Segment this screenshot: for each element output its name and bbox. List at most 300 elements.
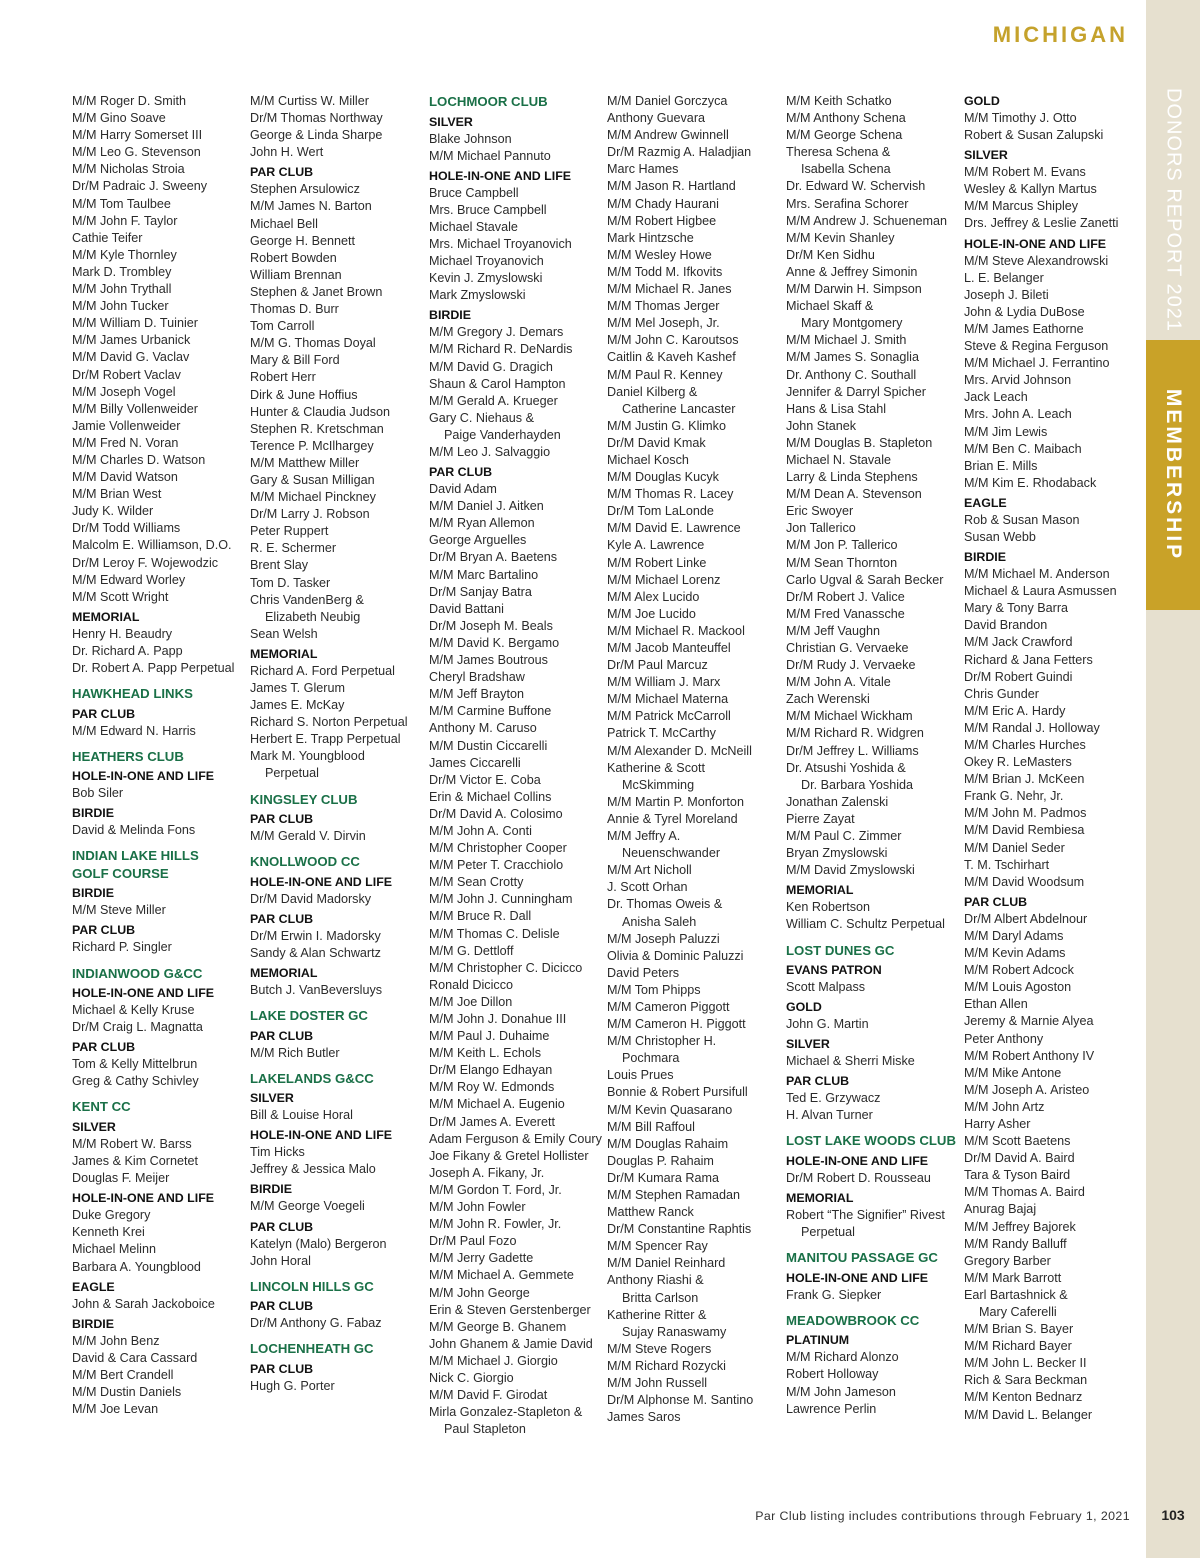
donor-name: Gregory Barber [964, 1253, 1051, 1268]
donor-name: M/M Marcus Shipley [964, 199, 1079, 214]
donor-name: Hunter & Claudia Judson [250, 404, 391, 419]
donor-name: Hans & Lisa Stahl [786, 401, 887, 416]
donor-name: M/M Jim Lewis [964, 424, 1048, 439]
donor-name: Steve & Regina Ferguson [964, 339, 1109, 354]
donor-name: M/M Joe Dillon [429, 994, 513, 1009]
donor-name: M/M Richard Alonzo [786, 1350, 899, 1365]
report-label [1146, 87, 1200, 333]
donor-name: M/M Edward N. Harris [72, 723, 196, 738]
donor-name: M/M William J. Marx [607, 675, 721, 690]
donor-name-continued: Neuenschwander [622, 846, 721, 861]
donor-name: Butch J. VanBeversluys [250, 982, 383, 997]
donor-name: John Ghanem & Jamie David [429, 1336, 593, 1351]
donor-name: Richard S. Norton Perpetual [250, 715, 408, 730]
donor-name: Dr. Edward W. Schervish [786, 179, 926, 194]
level-heading: GOLD [964, 94, 1000, 108]
donor-name: Dr/M Robert J. Valice [786, 589, 905, 604]
donor-name: John Horal [250, 1253, 311, 1268]
donor-name: Malcolm E. Williamson, D.O. [72, 538, 232, 553]
donor-name: Erin & Steven Gerstenberger [429, 1302, 591, 1317]
donor-name: Dr/M David Kmak [607, 435, 706, 450]
donor-name: M/M James Urbanick [72, 333, 191, 348]
donor-name: Anthony Riashi & [607, 1273, 704, 1288]
level-heading: MEMORIAL [72, 609, 140, 624]
donor-name: M/M James S. Sonaglia [786, 350, 919, 365]
level-heading: PAR CLUB [72, 706, 136, 721]
donor-name: Shaun & Carol Hampton [429, 376, 566, 391]
donor-name: Jennifer & Darryl Spicher [786, 384, 926, 399]
donor-name: Katherine & Scott [607, 760, 706, 775]
donor-name: M/M Darwin H. Simpson [786, 282, 922, 297]
donor-name: M/M Curtiss W. Miller [250, 94, 369, 108]
donor-name: M/M Joseph Vogel [72, 384, 176, 399]
level-heading: PAR CLUB [250, 1219, 314, 1234]
section-tab [1146, 340, 1200, 610]
donor-name: Wesley & Kallyn Martus [964, 182, 1097, 197]
donor-name: Tom Carroll [250, 319, 315, 334]
club-heading: KINGSLEY CLUB [250, 791, 358, 807]
donor-name-continued: Dr. Barbara Yoshida [801, 777, 914, 792]
level-heading: HOLE-IN-ONE AND LIFE [72, 986, 215, 1001]
donor-name: M/M Matthew Miller [250, 455, 360, 470]
donor-name: M/M Roger D. Smith [72, 94, 187, 108]
donor-name: Michael Skaff & [786, 299, 874, 314]
donor-name: Dr/M Jeffrey L. Williams [786, 743, 919, 758]
club-heading: LOST DUNES GC [786, 942, 895, 958]
donor-name: Richard & Jana Fetters [964, 652, 1093, 667]
level-heading: PAR CLUB [964, 894, 1028, 909]
donor-name: M/M Christopher H. [607, 1034, 717, 1049]
donor-name: M/M Cameron Piggott [607, 999, 730, 1014]
donor-name: Dr/M Paul Marcuz [607, 658, 708, 673]
club-heading: INDIANWOOD G&CC [72, 965, 203, 981]
donor-name: Mrs. John A. Leach [964, 407, 1072, 422]
report-label-text: DONORS REPORT 2021 [1162, 87, 1185, 333]
donor-name: Michael & Laura Asmussen [964, 584, 1117, 599]
donor-name: Bonnie & Robert Pursifull [607, 1085, 748, 1100]
donor-name: Gary & Susan Milligan [250, 472, 375, 487]
donor-name: Ted E. Grzywacz [786, 1091, 881, 1106]
donor-name: T. M. Tschirhart [964, 857, 1050, 872]
donor-name: M/M Richard R. DeNardis [429, 342, 573, 357]
donor-name: Dr/M Elango Edhayan [429, 1063, 553, 1078]
donor-name: M/M Charles D. Watson [72, 452, 206, 467]
level-heading: HOLE-IN-ONE AND LIFE [786, 1270, 929, 1285]
donor-name: Michael Melinn [72, 1242, 156, 1257]
donor-name: Greg & Cathy Schivley [72, 1074, 199, 1089]
donor-name: Joe Fikany & Gretel Hollister [429, 1148, 589, 1163]
donor-name-continued: Perpetual [265, 766, 319, 781]
donor-name: M/M Sean Crotty [429, 875, 524, 890]
club-heading: KNOLLWOOD CC [250, 854, 360, 870]
donor-name: Olivia & Dominic Paluzzi [607, 948, 744, 963]
club-heading: LAKELANDS G&CC [250, 1070, 374, 1086]
club-heading: HAWKHEAD LINKS [72, 686, 193, 702]
donor-name: Mirla Gonzalez-Stapleton & [429, 1405, 583, 1420]
donor-name: M/M Douglas B. Stapleton [786, 435, 933, 450]
level-heading: PAR CLUB [250, 1299, 314, 1314]
donor-column-3 [429, 93, 601, 1438]
donor-name: Jamie Vollenweider [72, 418, 181, 433]
donor-name: Kevin J. Zmyslowski [429, 271, 543, 286]
donor-name: Michael Stavale [429, 219, 518, 234]
donor-name: Michael N. Stavale [786, 452, 891, 467]
donor-name: M/M Patrick McCarroll [607, 709, 731, 724]
donor-name: Dr/M Victor E. Coba [429, 772, 541, 787]
donor-name: M/M Robert Higbee [607, 213, 717, 228]
donor-name: Anthony Guevara [607, 111, 706, 126]
donor-name: M/M Richard R. Widgren [786, 726, 924, 741]
donor-name: Cathie Teifer [72, 230, 143, 245]
donor-name: Mrs. Serafina Schorer [786, 196, 909, 211]
donor-name: M/M Ben C. Maibach [964, 441, 1082, 456]
donor-name-continued: Sujay Ranaswamy [622, 1324, 727, 1339]
donor-column-5 [786, 93, 958, 1418]
donor-name: Barbara A. Youngblood [72, 1259, 201, 1274]
donor-name-continued: McSkimming [622, 777, 695, 792]
donor-name: M/M Christopher Cooper [429, 841, 567, 856]
donor-name: M/M Michael R. Mackool [607, 623, 745, 638]
donor-name: Bryan Zmyslowski [786, 846, 888, 861]
donor-name: M/M Dustin Daniels [72, 1384, 182, 1399]
donor-name: Dr/M Razmig A. Haladjian [607, 145, 752, 160]
donor-name-continued: Mary Montgomery [801, 316, 903, 331]
donor-name: Earl Bartashnick & [964, 1287, 1068, 1302]
donor-name: Ken Robertson [786, 900, 871, 915]
donor-name: John G. Martin [786, 1017, 869, 1032]
donor-name: David & Melinda Fons [72, 823, 196, 838]
club-heading: LOST LAKE WOODS CLUB [786, 1133, 956, 1149]
level-heading: PAR CLUB [250, 165, 314, 180]
level-heading: BIRDIE [72, 886, 114, 901]
donor-name: M/M John C. Karoutsos [607, 333, 739, 348]
donor-name: M/M Tom Phipps [607, 982, 701, 997]
donor-name: M/M Brian S. Bayer [964, 1322, 1074, 1337]
donor-name: Scott Malpass [786, 980, 866, 994]
donor-name: M/M Jerry Gadette [429, 1251, 534, 1266]
donor-name: Dirk & June Hoffius [250, 387, 358, 402]
donor-name: Bill & Louise Horal [250, 1108, 353, 1123]
donor-name: Rich & Sara Beckman [964, 1373, 1088, 1388]
donor-name: Stephen R. Kretschman [250, 421, 384, 436]
donor-name: Anne & Jeffrey Simonin [786, 264, 918, 279]
donor-name: M/M John Russell [607, 1376, 708, 1391]
donor-name: Tim Hicks [250, 1145, 305, 1160]
donor-name: Harry Asher [964, 1116, 1031, 1131]
level-heading: MEMORIAL [786, 1191, 854, 1206]
donor-column-4 [607, 93, 779, 1426]
donor-name: James T. Glerum [250, 681, 345, 695]
level-heading: PAR CLUB [250, 812, 314, 827]
donor-name: James Saros [607, 1410, 681, 1425]
donor-name: M/M Fred Vanassche [786, 606, 905, 621]
donor-name: M/M Martin P. Monforton [607, 794, 744, 809]
donor-name: M/M John M. Padmos [964, 806, 1087, 821]
donor-name: M/M Paul R. Kenney [607, 367, 723, 382]
donor-name: M/M Thomas Jerger [607, 299, 720, 314]
donor-name: Kenneth Krei [72, 1225, 145, 1240]
donor-name: M/M John Benz [72, 1333, 160, 1348]
donor-name: M/M G. Dettloff [429, 943, 514, 958]
donor-name: M/M Daniel Seder [964, 840, 1065, 855]
level-heading: PAR CLUB [72, 923, 136, 938]
donor-name: M/M Randal J. Holloway [964, 720, 1100, 735]
level-heading: BIRDIE [964, 550, 1006, 565]
donor-name: Peter Anthony [964, 1031, 1044, 1046]
club-heading: LOCHENHEATH GC [250, 1341, 374, 1357]
donor-name: David Adam [429, 482, 497, 497]
donor-name: Dr/M Constantine Raphtis [607, 1222, 752, 1237]
donor-name: M/M Cameron H. Piggott [607, 1017, 746, 1032]
donor-name: M/M David Zmyslowski [786, 863, 915, 878]
level-heading: HOLE-IN-ONE AND LIFE [250, 1128, 393, 1143]
donor-name: John Stanek [786, 418, 857, 433]
donor-name: Richard P. Singler [72, 940, 172, 955]
donor-name: M/M Stephen Ramadan [607, 1188, 741, 1202]
level-heading: PAR CLUB [429, 465, 493, 480]
donor-name: M/M Alexander D. McNeill [607, 743, 752, 758]
donor-name: M/M Jacob Manteuffel [607, 641, 731, 655]
donor-name: M/M Gerald A. Krueger [429, 393, 558, 408]
donor-name: Louis Prues [607, 1068, 674, 1083]
donor-name: M/M Jeffry A. [607, 829, 681, 844]
donor-name: Mrs. Bruce Campbell [429, 202, 547, 217]
donor-name: Robert & Susan Zalupski [964, 128, 1104, 143]
donor-name: M/M Spencer Ray [607, 1239, 708, 1254]
donor-name: M/M Brian J. McKeen [964, 772, 1085, 787]
donor-name: M/M Mark Barrott [964, 1270, 1062, 1285]
donor-name: M/M John L. Becker II [964, 1356, 1087, 1371]
donor-name: J. Scott Orhan [607, 880, 688, 895]
level-heading: HOLE-IN-ONE AND LIFE [429, 168, 572, 183]
donor-name: Peter Ruppert [250, 524, 329, 539]
donor-name: Blake Johnson [429, 131, 512, 146]
donor-name: M/M John A. Vitale [786, 675, 891, 690]
donor-name: M/M Paul J. Duhaime [429, 1029, 550, 1044]
donor-name: Dr/M Sanjay Batra [429, 584, 532, 599]
donor-name: Richard A. Ford Perpetual [250, 663, 395, 678]
donor-name: Mark Hintzsche [607, 230, 694, 245]
level-heading: PAR CLUB [250, 911, 314, 926]
donor-name: John H. Wert [250, 145, 324, 160]
donor-name: M/M David E. Lawrence [607, 521, 741, 536]
donor-name: James Ciccarelli [429, 755, 521, 770]
donor-name: Dr/M Padraic J. Sweeny [72, 179, 208, 194]
donor-name: Ethan Allen [964, 997, 1028, 1012]
donor-name: M/M Michael Lorenz [607, 572, 721, 587]
donor-name: M/M David K. Bergamo [429, 635, 560, 650]
donor-name: Dr/M Thomas Northway [250, 111, 383, 126]
donor-name: Katelyn (Malo) Bergeron [250, 1236, 387, 1251]
donor-name: Mrs. Arvid Johnson [964, 373, 1072, 388]
donor-name: Mark D. Trombley [72, 264, 172, 279]
donor-name: M/M G. Thomas Doyal [250, 336, 376, 351]
donor-name: M/M Brian West [72, 487, 162, 502]
donor-name: M/M Scott Wright [72, 589, 169, 604]
donor-column-2 [250, 93, 422, 1395]
donor-name-continued: Anisha Saleh [622, 914, 697, 929]
donor-name: M/M Daryl Adams [964, 928, 1064, 943]
donor-name: Bruce Campbell [429, 185, 519, 200]
donor-name: Ronald Dicicco [429, 977, 513, 992]
donor-name: Michael Bell [250, 216, 318, 231]
donor-name: M/M John Jameson [786, 1384, 896, 1399]
donor-name: Tom & Kelly Mittelbrun [72, 1057, 198, 1072]
donor-name: M/M Michael Wickham [786, 709, 913, 724]
level-heading: BIRDIE [72, 1316, 114, 1331]
donor-name: John & Sarah Jackoboice [72, 1296, 215, 1311]
donor-name: Anurag Bajaj [964, 1202, 1037, 1217]
donor-name: Dr/M Robert Guindi [964, 669, 1073, 684]
donor-name: Sandy & Alan Schwartz [250, 945, 381, 960]
donor-name: Dr. Anthony C. Southall [786, 367, 917, 382]
club-heading: LOCHMOOR CLUB [429, 94, 548, 109]
donor-name: Michael Kosch [607, 452, 689, 467]
donor-name: Adam Ferguson & Emily Coury [429, 1131, 602, 1146]
donor-name: M/M James Eathorne [964, 321, 1084, 336]
donor-name: M/M Nicholas Stroia [72, 162, 185, 177]
donor-name: M/M Paul C. Zimmer [786, 829, 902, 844]
donor-name-continued: Isabella Schena [801, 162, 891, 177]
donor-name: M/M Mel Joseph, Jr. [607, 316, 720, 331]
donor-name: Dr/M Todd Williams [72, 521, 181, 536]
donor-name: M/M Michael Pinckney [250, 490, 376, 505]
donor-name: M/M Joseph A. Aristeo [964, 1082, 1090, 1097]
donor-name: M/M Eric A. Hardy [964, 703, 1066, 718]
donor-name: H. Alvan Turner [786, 1108, 873, 1123]
donor-name: M/M John Trythall [72, 282, 172, 297]
donor-name: M/M George Voegeli [250, 1199, 365, 1214]
footer-note: Par Club listing includes contributions through February 1, 2021 [755, 1509, 1130, 1523]
donor-name: M/M Thomas C. Delisle [429, 926, 560, 941]
donor-name: M/M Scott Baetens [964, 1134, 1071, 1149]
donor-name-continued: Catherine Lancaster [622, 401, 736, 416]
donor-name: Michael Troyanovich [429, 254, 544, 269]
donor-name: Thomas D. Burr [250, 302, 339, 317]
donor-name: Hugh G. Porter [250, 1378, 335, 1393]
donor-name: M/M Art Nicholl [607, 863, 692, 878]
donor-name: M/M Louis Agoston [964, 980, 1072, 995]
donor-name: M/M John A. Conti [429, 823, 532, 838]
donor-name: Jon Tallerico [786, 521, 856, 536]
donor-name: M/M Bert Crandell [72, 1367, 174, 1382]
level-heading: PAR CLUB [250, 1028, 314, 1043]
donor-name: Brian E. Mills [964, 458, 1038, 473]
level-heading: EVANS PATRON [786, 963, 882, 977]
donor-name: Carlo Ugval & Sarah Becker [786, 572, 944, 587]
donor-name: M/M Carmine Buffone [429, 704, 552, 719]
donor-name: Dr/M Paul Fozo [429, 1234, 517, 1249]
section-tab-label: MEMBERSHIP [1162, 388, 1185, 562]
club-heading: HEATHERS CLUB [72, 748, 184, 764]
donor-name: Marc Hames [607, 162, 679, 177]
club-heading: INDIAN LAKE HILLS [72, 848, 199, 864]
donor-name: M/M James Boutrous [429, 653, 548, 668]
donor-name: M/M David L. Belanger [964, 1407, 1093, 1422]
donor-name: M/M Gino Soave [72, 111, 166, 126]
level-heading: HOLE-IN-ONE AND LIFE [72, 1191, 215, 1206]
donor-name: David Peters [607, 965, 680, 980]
donor-name: Judy K. Wilder [72, 504, 154, 519]
donor-name: M/M Steve Rogers [607, 1341, 712, 1356]
donor-name: Jeremy & Marnie Alyea [964, 1014, 1094, 1029]
donor-name: Dr/M Anthony G. Fabaz [250, 1316, 382, 1331]
donor-name: Dr/M David Madorsky [250, 891, 372, 906]
donor-name: M/M Dustin Ciccarelli [429, 738, 548, 753]
donor-name: Rob & Susan Mason [964, 512, 1080, 527]
donor-name: Dr/M Joseph M. Beals [429, 618, 553, 633]
donor-name: James E. McKay [250, 698, 345, 713]
donor-name: M/M Douglas Kucyk [607, 470, 719, 485]
donor-name: George & Linda Sharpe [250, 128, 383, 143]
state-heading: MICHIGAN [992, 22, 1128, 47]
level-heading: SILVER [964, 148, 1008, 163]
donor-name: M/M Timothy J. Otto [964, 111, 1077, 125]
donor-name: M/M Gordon T. Ford, Jr. [429, 1182, 562, 1197]
donor-name: M/M Sean Thornton [786, 555, 898, 570]
donor-name: Mrs. Michael Troyanovich [429, 236, 572, 251]
donor-name: Kyle A. Lawrence [607, 538, 705, 553]
donor-name: Dr. Atsushi Yoshida & [786, 760, 906, 775]
donor-name: M/M Steve Miller [72, 903, 166, 918]
donor-name: M/M Kevin Adams [964, 946, 1066, 961]
donor-name: Gary C. Niehaus & [429, 410, 534, 425]
donor-name: M/M Steve Alexandrowski [964, 253, 1109, 268]
donor-name: M/M Christopher C. Dicicco [429, 960, 583, 975]
donor-name: Jeffrey & Jessica Malo [250, 1162, 376, 1177]
donor-name: Dr. Richard A. Papp [72, 643, 183, 658]
donor-name: Dr/M Craig L. Magnatta [72, 1020, 203, 1035]
donor-name: M/M Jason R. Hartland [607, 179, 736, 194]
donor-name: Susan Webb [964, 529, 1036, 544]
level-heading: GOLD [786, 1000, 822, 1015]
donor-name: Okey R. LeMasters [964, 755, 1072, 770]
donor-name: Dr/M Rudy J. Vervaeke [786, 658, 916, 673]
donor-name: M/M Roy W. Edmonds [429, 1080, 555, 1095]
donor-name: Mary & Bill Ford [250, 353, 340, 368]
donor-name: Jonathan Zalenski [786, 794, 889, 809]
donor-name: M/M Michael J. Ferrantino [964, 356, 1110, 371]
donor-name: M/M Harry Somerset III [72, 128, 203, 143]
donor-name: M/M Jack Crawford [964, 635, 1073, 650]
donor-name: M/M Leo G. Stevenson [72, 145, 201, 160]
donor-name-continued: Mary Caferelli [979, 1305, 1057, 1319]
donor-name: Douglas F. Meijer [72, 1171, 170, 1186]
donor-name: Frank G. Nehr, Jr. [964, 789, 1064, 804]
donor-name: M/M Tom Taulbee [72, 196, 171, 211]
donor-column-6 [964, 93, 1136, 1424]
donor-name: Joseph J. Bileti [964, 287, 1049, 302]
donor-name: M/M David Woodsum [964, 874, 1085, 889]
donor-name: M/M Joe Levan [72, 1402, 159, 1417]
donor-name: M/M Robert Linke [607, 555, 707, 570]
donor-name: Dr/M Robert Vaclav [72, 367, 181, 382]
donor-name: L. E. Belanger [964, 270, 1044, 285]
donor-name: M/M Todd M. Ifkovits [607, 264, 723, 279]
donor-name: Dr/M David A. Baird [964, 1151, 1075, 1166]
level-heading: SILVER [786, 1037, 830, 1052]
level-heading: HOLE-IN-ONE AND LIFE [964, 236, 1107, 251]
donor-name: M/M William D. Tuinier [72, 316, 198, 331]
donor-name: Nick C. Giorgio [429, 1370, 514, 1385]
donor-name: Katherine Ritter & [607, 1307, 707, 1322]
donor-name: Sean Welsh [250, 626, 318, 641]
donor-name: M/M Randy Balluff [964, 1236, 1067, 1251]
donor-name: Brent Slay [250, 558, 309, 573]
donor-name: M/M George Schena [786, 128, 903, 143]
donor-name: M/M Richard Bayer [964, 1339, 1072, 1354]
donor-name: M/M Jon P. Tallerico [786, 538, 898, 553]
